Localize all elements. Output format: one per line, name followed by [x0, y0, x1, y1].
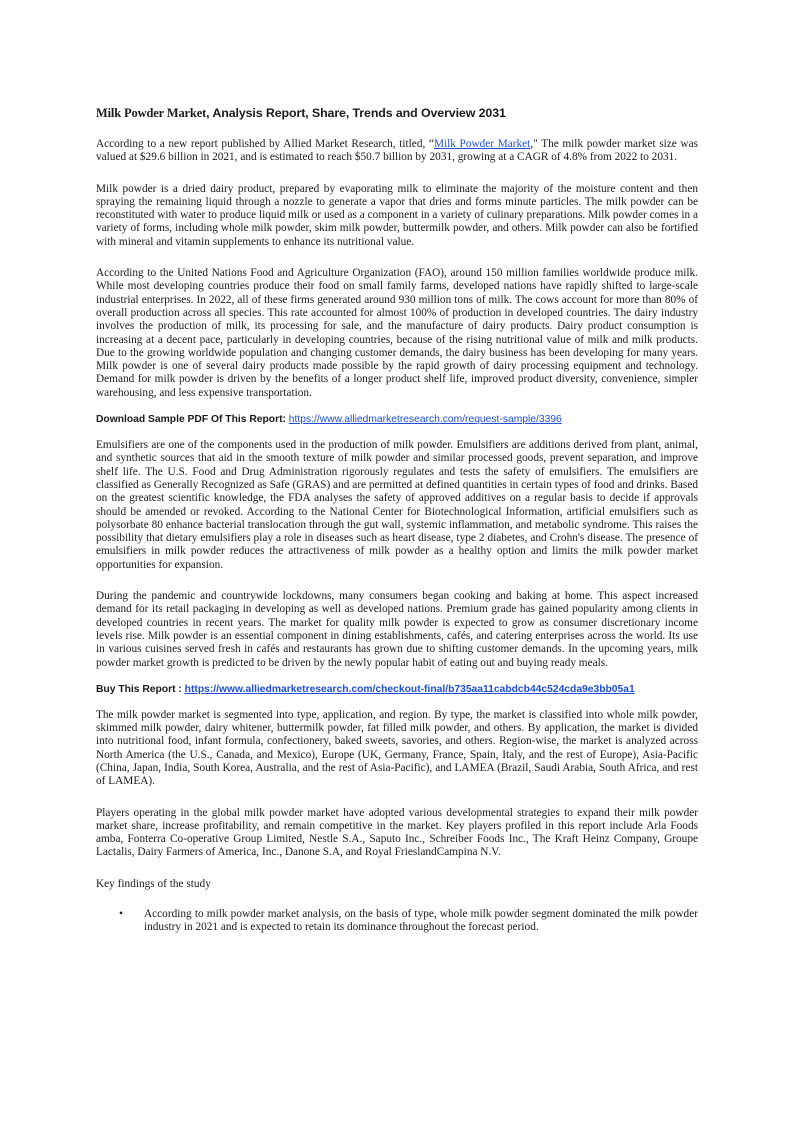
paragraph-segmentation: The milk powder market is segmented into type, application, and region. By type, the market is classified into whole milk powder, skimmed milk powder, dairy whitener, buttermilk powder, fat filled milk powder, and others. By application, the market is divided into nutritional food, infant formula, confectionery, baked sweets, savories, and others. Region-wise, the market is analyzed across North America (the U.S., Canada, and Mexico), Europe (UK, Germany, France, Spain, Italy, and the rest of Europe), Asia-Pacific (China, Japan, India, South Korea, Australia, and the rest of Asia-Pacific), and LAMEA (Brazil, Saudi Arabia, South Africa, and rest of LAMEA). [96, 708, 698, 788]
sample-pdf-link[interactable]: https://www.alliedmarketresearch.com/request-sample/3396 [288, 414, 562, 426]
paragraph-fao: According to the United Nations Food and Agriculture Organization (FAO), around 150 million families worldwide produce milk. While most developing countries produce their food on small family farms, developed nations have rapidly shifted to large-scale industrial enterprises. In 2022, all of these firms generated around 930 million tons of milk. The cows account for more than 80% of overall production across all species. This rate accounted for almost 100% of production in developed countries. The dairy industry involves the production of milk, its processing for sale, and the manufacture of dairy products. Dairy product consumption is increasing at a decent pace, particularly in developing countries, because of the rising nutritional value of milk and milk products. Due to the growing worldwide population and changing customer demands, the dairy business has been developing for many years. Milk powder is one of several dairy products made possible by the rapid growth of dairy processing equipment and technology. Demand for milk powder is driven by the benefits of a longer product shelf life, improved product diversity, convenience, simpler warehousing, and less expensive transportation. [96, 267, 698, 399]
paragraph-pandemic: During the pandemic and countrywide lockdowns, many consumers began cooking and baking at home. This aspect increased demand for its retail packaging in developing as well as developed nations. Premium grade has gained popularity among clients in developed countries in recent years. The market for quality milk powder is expected to grow as consumer discretionary income levels rise. Milk powder is an essential component in dining establishments, cafés, and catering enterprises across the world. Its use in various cuisines served fresh in cafés and restaurants has grown due to shifting customer demands. In the upcoming years, milk powder market growth is predicted to be driven by the newly popular habit of eating out and buying ready meals. [96, 590, 698, 669]
milk-powder-market-link[interactable]: Milk Powder Market [433, 138, 531, 150]
intro-text-before: According to a new report published by Allied Market Research, titled, “ [96, 138, 434, 150]
intro-paragraph [96, 138, 698, 165]
document-page [96, 106, 698, 934]
buy-report-link[interactable]: https://www.alliedmarketresearch.com/checkout-final/b735aa11cabdcb44c524cda9e3bb05a1 [184, 683, 635, 695]
paragraph-emulsifiers: Emulsifiers are one of the components used in the production of milk powder. Emulsifiers are additions derived from plant, animal, and synthetic sources that aid in the smooth texture of milk powder and similar processed goods, prevent separation, and improve shelf life. The U.S. Food and Drug Administration rigorously regulates and tests the safety of emulsifiers. The emulsifiers are classified as Generally Recognized as Safe (GRAS) and are permitted at defined quantities in certain types of food and drinks. Based on the greatest scientific knowledge, the FDA analyses the safety of approved additives on a regular basis to decide if approvals should be amended or revoked. According to the National Center for Biotechnological Information, artificial emulsifiers such as polysorbate 80 enhance bacterial translocation through the gut wall, systemic inflammation, and metabolic syndrome. This raises the possibility that dietary emulsifiers play a role in diseases such as heart disease, type 2 diabetes, and Crohn's disease. The presence of emulsifiers in milk powder reduces the attractiveness of milk powder as a healthy option and limits the milk powder market opportunities for expansion. [96, 439, 698, 571]
paragraph-key-players: Players operating in the global milk powder market have adopted various developmental strategies to expand their milk powder market share, increase profitability, and remain competitive in the market. Key players profiled in this report include Arla Foods amba, Fonterra Co-operative Group Limited, Nestle S.A., Saputo Inc., Schreiber Foods Inc., The Kraft Heinz Company, Groupe Lactalis, Dairy Farmers of America, Inc., Danone S.A, and Royal FrieslandCampina N.V. [96, 806, 698, 859]
buy-cta-label: Buy This Report : [96, 683, 185, 695]
paragraph-definition: Milk powder is a dried dairy product, prepared by evaporating milk to eliminate the majority of the moisture content and then spraying the remaining liquid through a nozzle to generate a vapor that dries and forms minute particles. The milk powder can be reconstituted with water to produce liquid milk or used as a component in a variety of culinary preparations. Milk powder comes in a variety of forms, including whole milk powder, skim milk powder, buttermilk powder, and others. Milk powder can also be fortified with mineral and vitamin supplements to enhance its nutritional value. [96, 182, 698, 248]
key-findings-list [96, 908, 698, 935]
page-title [96, 106, 698, 121]
sample-cta-label: Download Sample PDF Of This Report: [96, 414, 289, 426]
title-lead: Milk Powder Market [96, 106, 207, 120]
sample-cta [96, 414, 698, 425]
intro-text-after: ," The milk powder market size was valued at $29.6 billion in 2021, and is estimated to reach $50.7 billion by 2031, growing at a CAGR of 4.8% from 2022 to 2031. [96, 138, 698, 164]
title-rest: , Analysis Report, Share, Trends and Overview 2031 [206, 106, 506, 120]
bullet-icon: • [119, 907, 123, 920]
key-findings-heading: Key findings of the study [96, 877, 211, 890]
list-item [96, 908, 698, 935]
finding-text: According to milk powder market analysis, on the basis of type, whole milk powder segment dominated the milk powder industry in 2021 and is expected to retain its dominance throughout the forecast period. [144, 907, 698, 934]
buy-cta [96, 684, 698, 695]
